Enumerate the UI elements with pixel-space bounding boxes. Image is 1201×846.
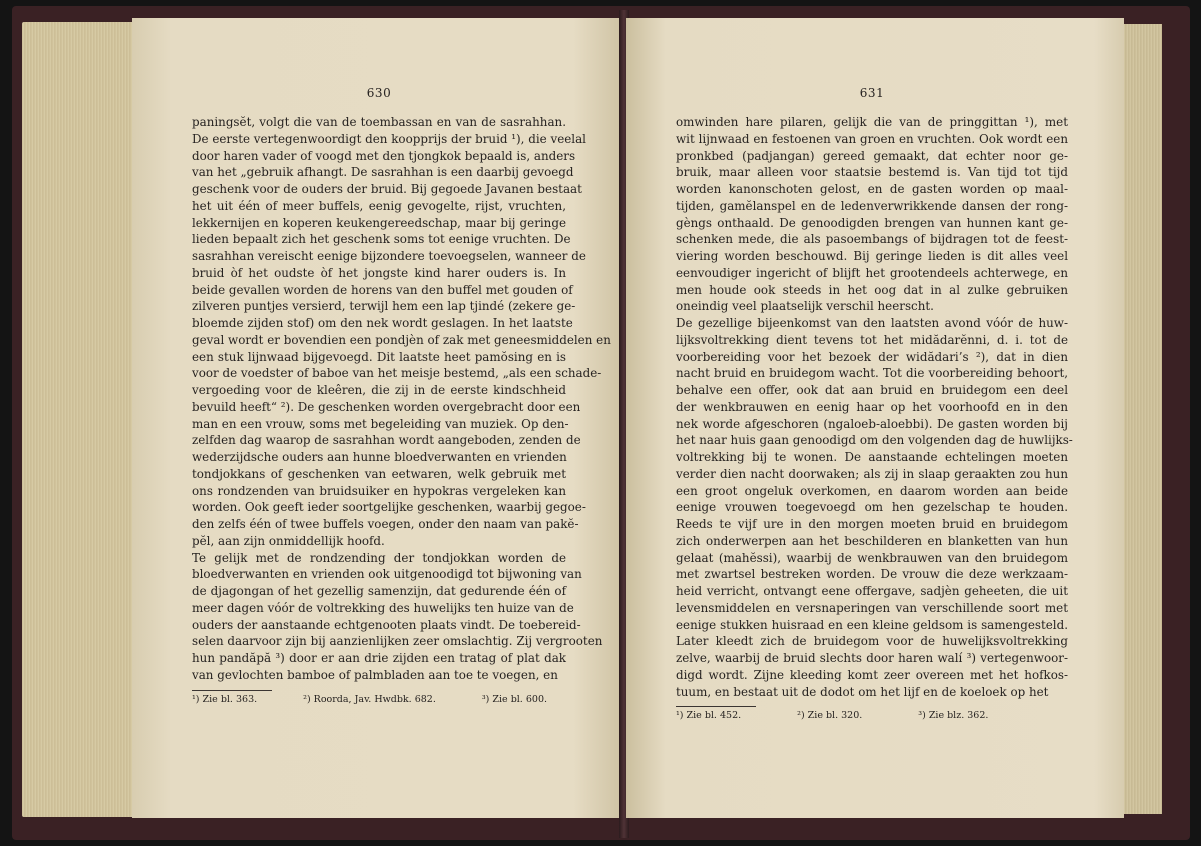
text-line: zelve, waarbij de bruid slechts door haren walí ³) vertegenwoor- — [676, 651, 1068, 665]
text-line: bruik, maar alleen voor staatsie bestemd is. Van tijd tot tijd — [676, 165, 1068, 180]
text-line: omwinden hare pilaren, gelijk die van de pringgittan ¹), met — [676, 115, 1068, 129]
footnote: ³) Zie blz. 362. — [918, 710, 989, 722]
text-line: van gevlochten bamboe of palmbladen aan toe te voegen, en — [192, 667, 558, 682]
text-line: het naar huis gaan genoodigd om den volgenden dag de huwlijks- — [676, 433, 1073, 448]
text-line: den zelfs één of twee buffels voegen, onder den naam van pakĕ- — [192, 517, 579, 531]
text-line: van het „gebruik afhangt. De sasrahhan is een daarbij gevoegd — [192, 165, 574, 180]
text-line: der wenkbrauwen en eenig haar op het voorhoofd en in den — [676, 399, 1068, 414]
page-body — [676, 114, 1073, 700]
text-line: pĕl, aan zijn onmiddellijk hoofd. — [192, 533, 385, 548]
text-line: bevuild heeft“ ²). De geschenken worden overgebracht door een — [192, 399, 581, 414]
text-line: tuum, en bestaat uit de dodot om het lijf en de koeloek op het — [676, 684, 1049, 699]
text-line: heid verricht, ontvangt eene offergave, sadjèn geheeten, die uit — [676, 584, 1068, 598]
text-line: zilveren puntjes versierd, terwijl hem een lap tjindé (zekere ge- — [192, 299, 576, 314]
text-line: gèngs onthaald. De genoodigden brengen van hunnen kant ge- — [676, 215, 1068, 230]
text-line: tondjokkans of geschenken van eetwaren, welk gebruik met — [192, 466, 566, 481]
text-line: voltrekking bij te wonen. De aanstaande echtelingen moeten — [676, 450, 1068, 464]
text-line: door haren vader of voogd met den tjongkok bepaald is, anders — [192, 148, 576, 163]
text-line: De gezellige bijeenkomst van den laatsten avond vóór de huw- — [676, 316, 1068, 330]
page-number: 631 — [859, 86, 885, 100]
text-line: sasrahhan vereischt eenige bijzondere toevoegselen, wanneer de — [192, 249, 586, 263]
footnote: ³) Zie bl. 600. — [481, 693, 548, 705]
page-body — [192, 114, 611, 684]
text-line: Later kleedt zich de bruidegom voor de huwelijksvoltrekking — [676, 634, 1068, 649]
text-line: voor de voedster of baboe van het meisje bestemd, „als een schade- — [192, 366, 602, 381]
text-line: wederzijdsche ouders aan hunne bloedverwanten en vrienden — [192, 450, 567, 464]
text-line: Te gelijk met de rondzending der tondjokkan worden de — [192, 550, 566, 565]
text-line: eenige vrouwen toegevoegd om hen gezelschap te houden. — [676, 500, 1068, 515]
text-line: man en een vrouw, soms met begeleiding van muziek. Op den- — [192, 416, 569, 431]
text-line: bloemde zijden stof) om den nek wordt geslagen. In het laatste — [192, 316, 573, 330]
text-line: lieden bepaalt zich het geschenk soms tot eenige vruchten. De — [192, 232, 571, 247]
text-line: beide gevallen worden de horens van den buffel met gouden of — [192, 282, 573, 297]
text-line: worden kanonschoten gelost, en de gasten worden op maal- — [676, 182, 1068, 196]
footnote-divider — [192, 690, 272, 691]
text-line: zelfden dag waarop de sasrahhan wordt aangeboden, zenden de — [192, 433, 581, 448]
footnotes — [192, 694, 566, 705]
text-line: meer dagen vóór de voltrekking des huwelijks ten huize van de — [192, 600, 574, 615]
text-line: pronkbed (padjangan) gereed gemaakt, dat echter noor ge- — [676, 148, 1068, 163]
text-line: geval wordt er bovendien een pondjèn of zak met geneesmiddelen en — [192, 332, 611, 347]
text-line: paningsĕt, volgt die van de toembassan en van de sasrahhan. — [192, 115, 566, 129]
text-line: De eerste vertegenwoordigt den koopprijs der bruid ¹), die veelal — [192, 131, 586, 146]
footnote: ²) Roorda, Jav. Hwdbk. 682. — [303, 693, 436, 705]
text-line: gelaat (mahĕssi), waarbij de wenkbrauwen van den bruidegom — [676, 550, 1068, 565]
text-line: worden. Ook geeft ieder soortgelijke geschenken, waarbij gegoe- — [192, 500, 586, 515]
text-line: oneindig veel plaatselijk verschil heerscht. — [676, 299, 934, 314]
text-line: het uit één of meer buffels, eenig gevogelte, rijst, vruchten, — [192, 198, 566, 213]
text-line: nacht bruid en bruidegom wacht. Tot die voorbereiding behoort, — [676, 366, 1068, 381]
right-page — [626, 18, 1124, 818]
text-line: met zwartsel bestreken worden. De vrouw die deze werkzaam- — [676, 567, 1068, 582]
text-line: ons rondzenden van bruidsuiker en hypokras vergeleken kan — [192, 483, 566, 498]
text-line: bloedverwanten en vrienden ook uitgenoodigd tot bijwoning van — [192, 567, 582, 582]
text-line: geschenk voor de ouders der bruid. Bij gegoede Javanen bestaat — [192, 182, 582, 196]
text-line: nek worde afgeschoren (ngaloeb-aloebbi). De gasten worden bij — [676, 416, 1068, 431]
text-line: zich onderwerpen aan het beschilderen en blanketten van hun — [676, 533, 1068, 548]
text-line: hun pandăpă ³) door er aan drie zijden een tratag of plat dak — [192, 651, 566, 665]
text-line: selen daarvoor zijn bij aanzienlijken zeer omslachtig. Zij vergrooten — [192, 634, 603, 649]
text-line: verder dien nacht doorwaken; als zij in slaap geraakten zou hun — [676, 466, 1068, 481]
text-line: vergoeding voor de kleêren, die zij in de eerste kindschheid — [192, 383, 566, 397]
text-line: bruid òf het oudste òf het jongste kind harer ouders is. In — [192, 265, 566, 280]
text-line: eenige stukken huisraad en een kleine geldsom is samengesteld. — [676, 617, 1068, 632]
left-page — [132, 18, 622, 818]
page-edges-right — [1120, 24, 1162, 814]
footnote: ¹) Zie bl. 363. — [192, 693, 258, 705]
text-line: Reeds te vijf ure in den morgen moeten bruid en bruidegom — [676, 517, 1068, 531]
text-line: ouders der aanstaande echtgenooten plaats vindt. De toebereid- — [192, 617, 581, 632]
text-line: een stuk lijnwaad bijgevoegd. Dit laatste heet pamŏsing en is — [192, 349, 566, 364]
footnote: ¹) Zie bl. 452. — [676, 710, 742, 722]
text-line: viering worden beschouwd. Bij geringe lieden is dit alles veel — [676, 249, 1068, 263]
text-line: lekkernijen en koperen keukengereedschap, maar bij geringe — [192, 215, 566, 230]
text-line: digd wordt. Zijne kleeding komt zeer overeen met het hofkos- — [676, 667, 1068, 682]
text-line: voorbereiding voor het bezoek der widădari’s ²), dat in dien — [676, 349, 1068, 364]
footnote: ²) Zie bl. 320. — [797, 710, 863, 722]
footnotes — [676, 710, 1068, 721]
text-line: schenken mede, die als pasoembangs of bijdragen tot de feest- — [676, 232, 1068, 247]
text-line: eenvoudiger ingericht of blijft het grootendeels achterwege, en — [676, 265, 1068, 280]
text-line: wit lijnwaad en festoenen van groen en vruchten. Ook wordt een — [676, 131, 1068, 146]
text-line: lijksvoltrekking dient tevens tot het midădarĕnni, d. i. tot de — [676, 332, 1068, 347]
text-line: een groot ongeluk overkomen, en daarom worden aan beide — [676, 483, 1068, 498]
text-line: behalve een offer, ook dat aan bruid en bruidegom een deel — [676, 383, 1068, 397]
footnote-divider — [676, 706, 756, 707]
text-line: men houde ook steeds in het oog dat in al zulke gebruiken — [676, 282, 1068, 297]
text-line: de djagongan of het gezellig samenzijn, dat gedurende één of — [192, 584, 566, 598]
text-line: tijden, gamĕlanspel en de ledenverwrikkende dansen der rong- — [676, 198, 1068, 213]
text-line: levensmiddelen en versnaperingen van verschillende soort met — [676, 600, 1068, 615]
page-number: 630 — [366, 86, 392, 100]
page-edges-left — [22, 22, 140, 817]
